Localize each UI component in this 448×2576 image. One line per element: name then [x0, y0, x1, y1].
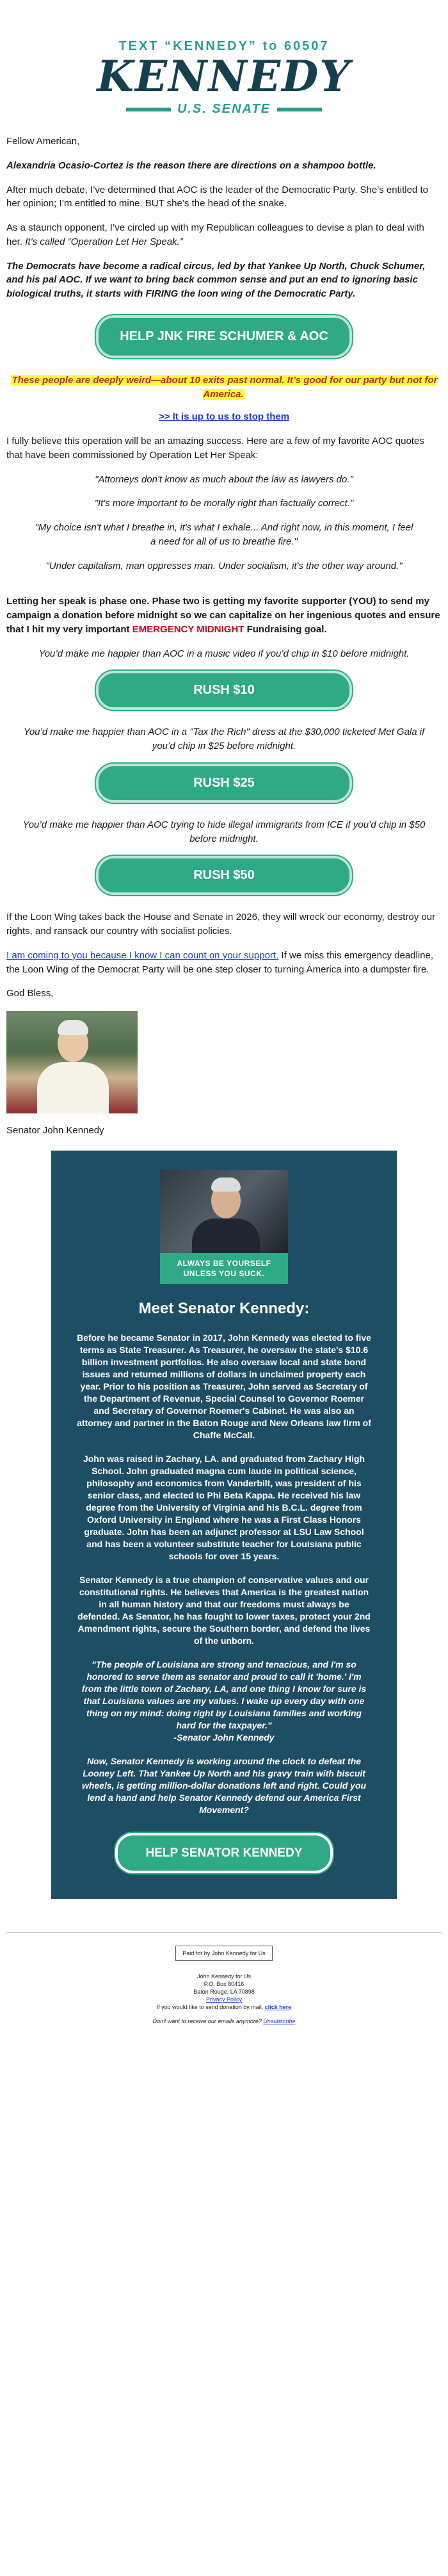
highlight-paragraph	[6, 373, 442, 402]
paragraph-quotes-intro: I fully believe this operation will be an amazing success. Here are a few of my favorite AOC quotes that have been commissioned by Operation Let Her Speak:	[6, 436, 424, 461]
quote-breathe-fire: "My choice isn't what I breathe in, it's what I exhale... And right now, in this moment, I feel a need for all of us to breathe fire."	[35, 522, 413, 547]
mail-donation-link[interactable]: click here	[264, 2004, 292, 2011]
paragraph-chip-50: You’d make me happier than AOC trying to hide illegal immigrants from ICE if you’d chip in $50 before midnight.	[22, 819, 426, 844]
greeting: Fellow American,	[6, 136, 80, 147]
signoff: God Bless,	[6, 988, 54, 999]
paragraph-leader: After much debate, I’ve determined that AOC is the leader of the Democratic Party. She’s entitled to her opinion; I’m entitled to mine. BUT she’s the head of the snake.	[6, 184, 428, 209]
paragraph-deadline	[6, 949, 442, 977]
stop-them-row	[6, 410, 442, 424]
card-quote-signature: -Senator John Kennedy	[173, 1732, 275, 1743]
senator-photo	[6, 1011, 138, 1113]
rush-25-button[interactable]: RUSH $25	[96, 764, 352, 803]
paragraph-shampoo: Alexandria Ocasio-Cortez is the reason there are directions on a shampoo bottle.	[6, 160, 376, 171]
phase-two-goal: Fundraising goal.	[244, 623, 327, 635]
paragraph-loon-wing: If the Loon Wing takes back the House and Senate in 2026, they will wreck our economy, destroy our rights, and ransack our country with socialist policies.	[6, 912, 436, 937]
footer-po-box: P.O. Box 80416	[204, 1981, 244, 1988]
footer-unsubscribe-row	[6, 2017, 442, 2025]
paragraph-plan-text: As a staunch opponent, I’ve circled up with my Republican colleagues to devise a plan to deal with her.	[6, 222, 424, 247]
quote-lawyers: "Attorneys don't know as much about the law as lawyers do."	[95, 473, 353, 485]
unsubscribe-link[interactable]: Unsubscribe	[263, 2018, 296, 2025]
header-banner	[6, 0, 442, 135]
footer-org: John Kennedy for Us	[196, 1973, 252, 1980]
header-divider-right	[277, 108, 322, 111]
rush-50-button[interactable]: RUSH $50	[96, 856, 352, 895]
footer-city: Baton Rouge, LA 70898	[193, 1989, 255, 1996]
deadline-text: If we miss this emergency deadline, the Loon Wing of the Democrat Party will be one step closer to turning America into a dumpster fire.	[6, 949, 434, 975]
paid-for-box: Paid for by John Kennedy for Us	[175, 1946, 273, 1961]
footer-unsubscribe-text: Don't want to receive our emails anymore?	[152, 2018, 264, 2025]
footer-mail-text: If you would like to send donation by mail,	[156, 2004, 265, 2011]
paragraph-circus: The Democrats have become a radical circus, led by that Yankee Up North, Chuck Schumer, and his pal AOC. If we want to bring back common sense and put an end to ignoring basic biological truths, it starts with FIRING the loon wing of the Democratic Party.	[6, 260, 426, 299]
card-call-to-action: Now, Senator Kennedy is working around the clock to defeat the Looney Left. That Yankee Up North and his gravy train with biscuit wheels, is getting million-dollar donations left and right. Could you lend a hand and help Senator Kennedy defend our America First Movement?	[81, 1755, 367, 1815]
help-senator-kennedy-button[interactable]: HELP SENATOR KENNEDY	[115, 1833, 333, 1874]
operation-name: It’s called “Operation Let Her Speak.”	[25, 236, 183, 247]
card-bio-values: Senator Kennedy is a true champion of conservative values and our constitutional rights. He believes that America is the greatest nation in all human history and that our freedoms must always be defended. As Senator, he has fought to lower taxes, protect your 2nd Amendment rights, secure the Southern border, and defend the lives of the unborn.	[77, 1574, 371, 1646]
header-text-line: TEXT “KENNEDY” to 60507	[118, 39, 330, 53]
paragraph-chip-10: You’d make me happier than AOC in a music video if you’d chip in $10 before midnight.	[38, 648, 410, 659]
card-title: Meet Senator Kennedy:	[138, 1299, 310, 1317]
paragraph-phase-two	[6, 595, 442, 636]
header-name: KENNEDY	[97, 51, 351, 101]
card-bio-treasurer: Before he became Senator in 2017, John Kennedy was elected to five terms as State Treasurer. As Treasurer, he oversaw the state's $10.6 billion investment portfolios. He also oversaw local and state bond issues and returned millions of dollars in unclaimed property each year. Prior to his position as Treasurer, John served as Secretary of the Department of Revenue, Special Counsel to Governor Roemer and Secretary of Governor Roemer's Cabinet. He was also an attorney and partner in the Baton Rouge and New Orleans law firm of Chaffe McCall.	[77, 1332, 371, 1440]
meet-senator-card	[51, 1151, 397, 1899]
fire-schumer-aoc-button[interactable]: HELP JNK FIRE SCHUMER & AOC	[96, 315, 352, 358]
card-senator-photo	[160, 1170, 288, 1253]
phase-two-text: Letting her speak is phase one. Phase two is getting my favorite supporter (YOU) to send my campaign a donation before midnight so we can capitalize on her ingenious quotes and ensure that I hit my very important	[6, 596, 440, 635]
footer-mail-row	[6, 2003, 442, 2011]
privacy-policy-link[interactable]: Privacy Policy	[205, 1996, 242, 2003]
stop-them-link[interactable]: >> It is up to us to stop them	[158, 411, 290, 423]
support-link[interactable]: I am coming to you because I know I can count on your support.	[6, 949, 279, 961]
signature: Senator John Kennedy	[6, 1125, 104, 1136]
footer	[6, 1946, 442, 2025]
header-subtitle: U.S. SENATE	[177, 102, 271, 116]
paragraph-plan	[6, 221, 442, 249]
card-bio-education: John was raised in Zachary, LA. and graduated from Zachary High School. John graduated magna cum laude in political science, philosophy and economics from Vanderbilt, was president of his senior class, and elected to Phi Beta Kappa. He received his law degree from the University of Virginia and his B.C.L. degree from Oxford University in England where he was a First Class Honors graduate. John has been an adjunct professor at LSU Law School and has been a volunteer substitute teacher for Louisiana public schools for over 15 years.	[83, 1453, 365, 1561]
highlight-text: These people are deeply weird—about 10 exits past normal. It’s good for our party but not for America.	[12, 374, 438, 400]
paragraph-chip-25: You’d make me happier than AOC in a "Tax the Rich" dress at the $30,000 ticketed Met Gala if you’d chip in $25 before midnight.	[23, 726, 425, 751]
rush-10-button[interactable]: RUSH $10	[96, 671, 352, 710]
header-subtitle-row	[6, 100, 442, 119]
footer-divider	[6, 1932, 442, 1933]
card-quote: "The people of Louisiana are strong and tenacious, and I'm so honored to serve them as senator and proud to call it 'home.' I'm from the little town of Zachary, LA, and one thing I know for sure is that Louisiana values are my values. I wake up every day with one thing on my mind: doing right by Louisiana families and working hard for the taxpayer."	[81, 1659, 367, 1730]
card-badge: ALWAYS BE YOURSELF UNLESS YOU SUCK.	[160, 1253, 288, 1284]
emergency-midnight-label: EMERGENCY MIDNIGHT	[132, 623, 244, 635]
header-divider-left	[126, 108, 171, 111]
quote-capitalism: "Under capitalism, man oppresses man. Under socialism, it's the other way around."	[45, 560, 403, 571]
quote-morally-right: "It's more important to be morally right than factually correct."	[94, 498, 354, 509]
